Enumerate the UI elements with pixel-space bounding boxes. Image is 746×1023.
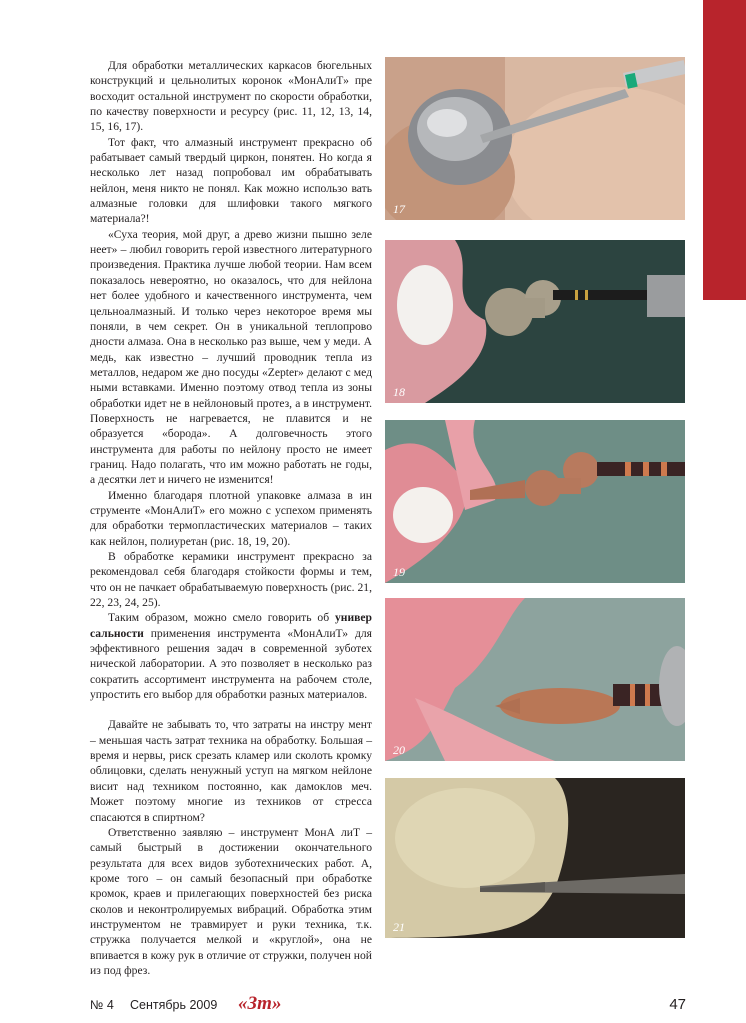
- paragraph: Ответственно заявляю – инструмент МонА лиТ – самый быстрый в достижении окончательного результата для всех видов зуботехнических работ. А, кроме того – он самый безопасный при обработке кромок, краев и прилегающих поверхностей без риска сколов и неконтролируемых вибраций. Обработка этим инструментом не травмирует и руки техника, т.к. стружка получается мелкой и «круглой», она не впивается в кожу рук в отличие от стружки, получен ной из под фрез.: [90, 825, 372, 977]
- paragraph: Тот факт, что алмазный инструмент прекрасно об рабатывает самый твердый циркон, понятен. Но когда я несколько лет назад попробовал им обрабатывать нейлон, меня никто не понял. Как можно использо вать алмазные головки для шлифовки такого мягкого материала?!: [90, 135, 372, 226]
- paragraph-universal: Таким образом, можно смело говорить об универ сальности применения инструмента «МонАлиТ» для эффективного решения задач в современной зуботех нической лаборатории. А это позволяет в несколько раз сократить ассортимент инструмента на рабочем столе, упростить его выбор для обработки разных материалов.: [90, 611, 372, 702]
- article-text-column: [90, 58, 372, 978]
- issue-date: Сентябрь 2009: [130, 998, 218, 1012]
- paragraph: Именно благодаря плотной упаковке алмаза в ин струменте «МонАлиТ» его можно с успехом применять для обработки термопластических материалов – таких как нейлон, полиуретан (рис. 18, 19, 20).: [90, 488, 372, 548]
- paragraph: «Суха теория, мой друг, а древо жизни пышно зеле неет» – любил говорить герой известного литературного произведения. Практика лучше любой теории. Нам всем показалось невероятно, но оказалось, что для нейлона нет более удобного и качественного инструмента, чем цельноалмазный. И только через некоторое время мы поняли, в чем секрет. Он в уникальной теплопрово дности алмаза. Она в несколько раз выше, чем у меди. А медь, как известно – лучший проводник тепла из металлов, недаром же дно посуды «Zepter» делают с мед ными вставками. Именно поэтому отвод тепла из зоны обработки идет не в нейлоновый протез, а в инструмент. Поверхность не нагревается, не плавится и не образуется «борода». А долговечность этого инструмента для работы по нейлону просто не имеет границ. Надо полагать, что им можно работать не годы, а десятки лет и ничего не изменится!: [90, 227, 372, 487]
- bold-term: универ сальности: [90, 611, 372, 640]
- figure-number: 20: [393, 743, 405, 757]
- figure-number: 18: [393, 385, 405, 399]
- paragraph: Для обработки металлических каркасов бюгельных конструкций и цельнолитых коронок «МонАлиТ» пре восходит остальной инструмент по скорости обработки, по качеству поверхности и ресурсу (рис. 11, 12, 13, 14, 15, 16, 17).: [90, 59, 372, 134]
- figure-20-photo: [385, 598, 685, 761]
- page-footer: [90, 993, 686, 1016]
- paragraph: Давайте не забывать то, что затраты на инстру мент – меньшая часть затрат техника на обработку. Большая – время и нервы, риск срезать кламер или сколоть кромку облицовки, сделать ненужный уступ на мягком нейлоне висит над техником постоянно, как дамоклов меч. Может поэтому многие из техников от стресса спасаются в спиртном?: [90, 718, 372, 824]
- issue-number: № 4: [90, 998, 114, 1012]
- magazine-logo: «Зт»: [238, 993, 282, 1014]
- section-color-tab: [703, 0, 746, 300]
- figure-21-photo: [385, 778, 685, 938]
- figure-number: 19: [393, 565, 405, 579]
- figure-number: 21: [393, 920, 405, 934]
- paragraph: В обработке керамики инструмент прекрасно за рекомендовал себя благодаря стойкости формы и тем, что он не пачкает обрабатываемую поверхность (рис. 21, 22, 23, 24, 25).: [90, 550, 372, 610]
- figure-17-photo: [385, 57, 685, 220]
- figure-18-photo: [385, 240, 685, 403]
- figure-19-photo: [385, 420, 685, 583]
- figure-number: 17: [393, 202, 405, 216]
- page-number: 47: [669, 996, 686, 1013]
